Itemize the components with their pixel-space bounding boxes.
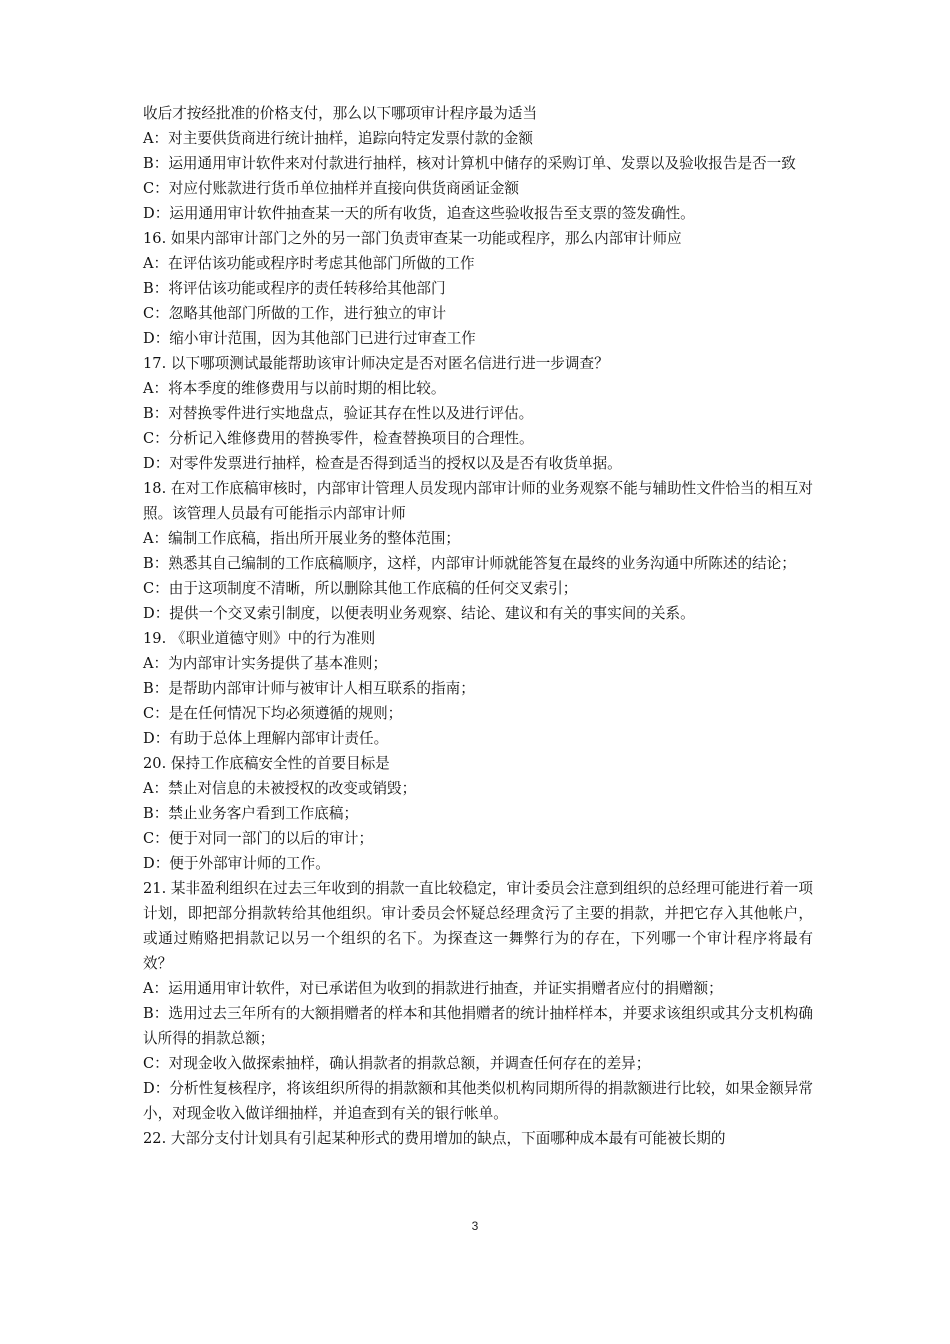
option-a: A：将本季度的维修费用与以前时期的相比较。 (143, 380, 446, 397)
option-c: C：便于对同一部门的以后的审计； (143, 830, 374, 847)
option-a: A：在评估该功能或程序时考虑其他部门所做的工作 (143, 255, 475, 272)
text-line: 收后才按经批准的价格支付，那么以下哪项审计程序最为适当 (143, 105, 538, 122)
option-c: C：对应付账款进行货币单位抽样并直接向供货商函证金额 (143, 180, 520, 197)
option-b: B：禁止业务客户看到工作底稿； (143, 805, 359, 822)
option-c: C：由于这项制度不清晰，所以删除其他工作底稿的任何交叉索引； (143, 580, 578, 597)
option-c: C：忽略其他部门所做的工作，进行独立的审计 (143, 305, 447, 322)
option-d: D：对零件发票进行抽样，检查是否得到适当的授权以及是否有收货单据。 (143, 455, 622, 472)
option-a: A：对主要供货商进行统计抽样，追踪向特定发票付款的金额 (143, 130, 533, 147)
option-d: D：有助于总体上理解内部审计责任。 (143, 730, 389, 747)
option-a: A：为内部审计实务提供了基本准则； (143, 655, 388, 672)
option-c: C：对现金收入做探索抽样，确认捐款者的捐款总额，并调查任何存在的差异； (143, 1055, 651, 1072)
question-22: 22. 大部分支付计划具有引起某种形式的费用增加的缺点，下面哪种成本最有可能被长期的 (143, 1130, 726, 1147)
question-21: 21. 某非盈利组织在过去三年收到的捐款一直比较稳定，审计委员会注意到组织的总经理可能进行着一项计划，即把部分捐款转给其他组织。审计委员会怀疑总经理贪污了主要的捐款，并把它存入其他帐户，或通过贿赂把捐款记以另一个组织的名下。为探查这一舞弊行为的存在，下列哪一个审计程序将最有效？ (143, 880, 813, 972)
option-d: D：缩小审计范围，因为其他部门已进行过审查工作 (143, 330, 476, 347)
question-17: 17. 以下哪项测试最能帮助该审计师决定是否对匿名信进行进一步调查？ (143, 355, 609, 372)
option-b: B：熟悉其自己编制的工作底稿顺序，这样，内部审计师就能答复在最终的业务沟通中所陈述的结论； (143, 555, 796, 572)
option-d: D：分析性复核程序，将该组织所得的捐款额和其他类似机构同期所得的捐款额进行比较，如果金额异常小，对现金收入做详细抽样，并追查到有关的银行帐单。 (143, 1080, 813, 1122)
question-16: 16. 如果内部审计部门之外的另一部门负责审查某一功能或程序，那么内部审计师应 (143, 230, 682, 247)
option-c: C：分析记入维修费用的替换零件，检查替换项目的合理性。 (143, 430, 534, 447)
option-b: B：运用通用审计软件来对付款进行抽样，核对计算机中储存的采购订单、发票以及验收报告是否一致 (143, 155, 796, 172)
option-b: B：将评估该功能或程序的责任转移给其他部门 (143, 280, 446, 297)
question-20: 20. 保持工作底稿安全性的首要目标是 (143, 755, 390, 772)
page-content (143, 101, 813, 1151)
option-a: A：禁止对信息的未被授权的改变或销毁； (143, 780, 417, 797)
option-a: A：运用通用审计软件，对已承诺但为收到的捐款进行抽查，并证实捐赠者应付的捐赠额； (143, 980, 723, 997)
option-a: A：编制工作底稿，指出所开展业务的整体范围； (143, 530, 461, 547)
option-b: B：对替换零件进行实地盘点，验证其存在性以及进行评估。 (143, 405, 534, 422)
question-19: 19. 《职业道德守则》中的行为准则 (143, 630, 376, 647)
page-number: 3 (471, 1219, 479, 1233)
question-18: 18. 在对工作底稿审核时，内部审计管理人员发现内部审计师的业务观察不能与辅助性文件恰当的相互对照。该管理人员最有可能指示内部审计师 (143, 480, 813, 522)
option-c: C：是在任何情况下均必须遵循的规则； (143, 705, 403, 722)
option-b: B：是帮助内部审计师与被审计人相互联系的指南； (143, 680, 475, 697)
option-b: B：选用过去三年所有的大额捐赠者的样本和其他捐赠者的统计抽样样本，并要求该组织或其分支机构确认所得的捐款总额； (143, 1005, 813, 1047)
option-d: D：提供一个交叉索引制度，以便表明业务观察、结论、建议和有关的事实间的关系。 (143, 605, 695, 622)
option-d: D：便于外部审计师的工作。 (143, 855, 330, 872)
option-d: D：运用通用审计软件抽查某一天的所有收货，追查这些验收报告至支票的签发确性。 (143, 205, 695, 222)
